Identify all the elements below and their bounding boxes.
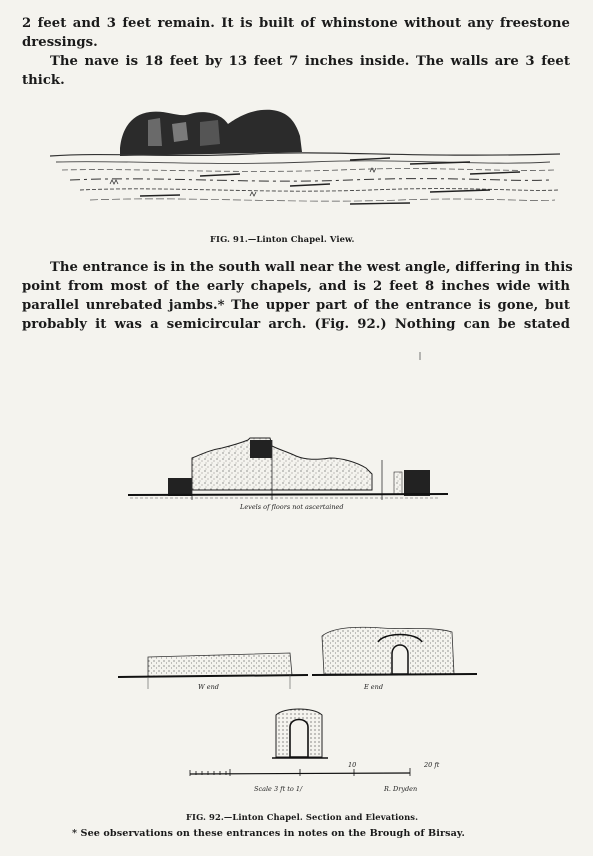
levels-note: Levels of floors not ascertained	[240, 503, 344, 511]
scale-number-20: 20 ft	[424, 761, 440, 769]
paragraph-3	[22, 258, 573, 334]
text-line: thick.	[22, 73, 65, 88]
doorway-detail-drawing	[270, 705, 330, 765]
w-end-label: W end	[198, 683, 219, 691]
footnote: * See observations on these entrances in notes on the Brough of Birsay.	[72, 828, 465, 839]
text-line: point from most of the early chapels, and is 2 feet 8 inches wide with	[22, 279, 570, 294]
e-end-elevation	[312, 620, 477, 695]
text-line: The nave is 18 feet by 13 feet 7 inches inside. The walls are 3 feet	[50, 54, 570, 69]
signature: R. Dryden	[384, 785, 418, 793]
text-line: parallel unrebated jambs.* The upper part of the entrance is gone, but	[22, 298, 570, 313]
figure-91-caption: FIG. 91.—Linton Chapel. View.	[210, 234, 355, 244]
figure-92-section-drawing	[120, 350, 460, 515]
figure-92-caption: FIG. 92.—Linton Chapel. Section and Elevations.	[186, 812, 419, 822]
text-line: dressings.	[22, 35, 98, 50]
figure-91-view-illustration	[50, 100, 560, 225]
scale-bar	[186, 760, 436, 782]
paragraph-1	[22, 14, 570, 52]
scale-number-10: 10	[348, 761, 357, 769]
text-line: The entrance is in the south wall near the west angle, differing in this	[50, 260, 573, 275]
text-line: probably it was a semicircular arch. (Fig. 92.) Nothing can be stated	[22, 317, 570, 332]
scale-label: Scale 3 ft to 1/	[254, 785, 303, 793]
paragraph-2	[22, 52, 570, 90]
e-end-label: E end	[364, 683, 384, 691]
text-line: 2 feet and 3 feet remain. It is built of whinstone without any freestone	[22, 16, 570, 31]
